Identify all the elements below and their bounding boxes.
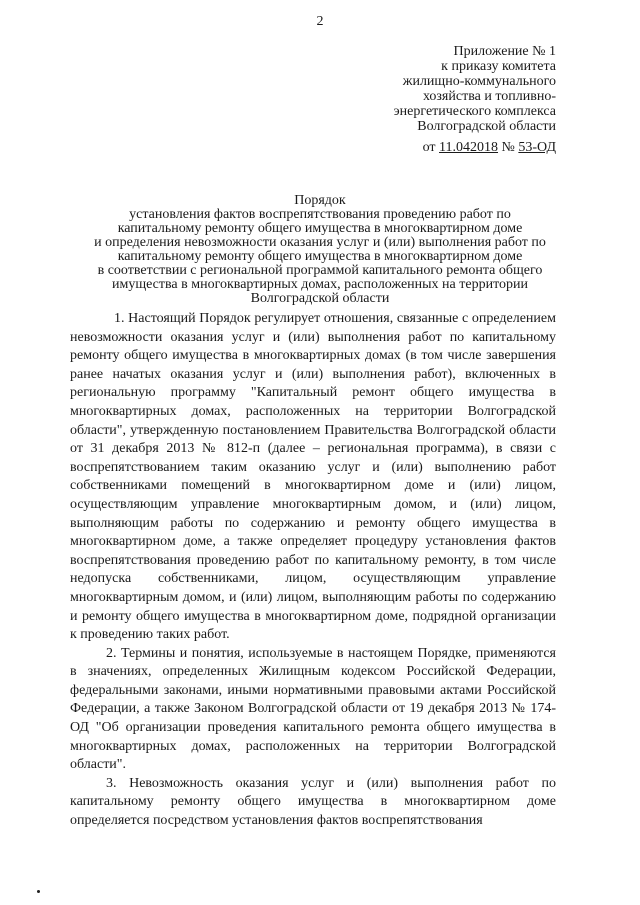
title-main: Порядок: [294, 193, 346, 208]
title-line: и определения невозможности оказания услуг и (или) выполнения работ по: [94, 235, 546, 250]
paragraph-3: 3. Невозможность оказания услуг и (или) выполнения работ по капитальному ремонту общего имущества в многоквартирном доме определяется посредством установления фактов воспрепятствования: [70, 775, 556, 829]
title-line: установления фактов воспрепятствования проведению работ по: [129, 207, 511, 222]
appendix-line: хозяйства и топливно-: [422, 89, 556, 104]
paragraph-1: 1. Настоящий Порядок регулирует отношения, связанные с определением невозможности оказания услуг и (или) выполнения работ по капитальному ремонту общего имущества в многоквартирных домах (в том числе завершения ранее начатых оказания услуг и (или) выполнения работ), включенных в региональную программу "Капитальный ремонт общего имущества в многоквартирных домах, расположенных на территории Волгоградской области", утвержденную постановлением Правительства Волгоградской области от 31 декабря 2013 № 812-п (далее – региональная программа), в связи с воспрепятствованием таким оказанию услуг и (или) выполнению работ собственниками помещений в многоквартирном доме и (или) лицом, осуществляющим управление многоквартирным домом, и (или) лицом, выполняющим работы по содержанию и ремонту общего имущества в многоквартирном доме, а также определяет процедуру установления фактов воспрепятствования проведению работ по капитальному ремонту, в том числе недопуска собственниками, лицом, осуществляющим управление многоквартирным домом, и (или) лицом, выполняющим работы по содержанию и ремонту общего имущества в многоквартирном доме, подрядной организации к проведению таких работ.: [70, 311, 556, 643]
page-number: 2: [316, 14, 324, 29]
appendix-line: жилищно-коммунального: [402, 74, 556, 89]
title-line: Волгоградской области: [250, 291, 390, 306]
appendix-line: к приказу комитета: [441, 59, 556, 74]
scan-speck: [37, 890, 40, 893]
title-line: капитальному ремонту общего имущества в многоквартирном доме: [117, 221, 523, 236]
document-title: [60, 194, 580, 306]
appendix-date-line: [316, 140, 556, 155]
appendix-block: [316, 44, 556, 155]
title-line: капитальному ремонту общего имущества в многоквартирном доме: [117, 249, 523, 264]
title-line: в соответствии с региональной программой капитального ремонта общего: [97, 263, 543, 278]
number-prefix: №: [501, 140, 519, 155]
document-body: [70, 310, 556, 831]
paragraph-2: 2. Термины и понятия, используемые в настоящем Порядке, применяются в значениях, определенных Жилищным кодексом Российской Федерации, федеральными законами, иными нормативными правовыми актами Российской Федерации, а также Законом Волгоградской области от 19 декабря 2013 № 174-ОД "Об организации проведения капитального ремонта общего имущества в многоквартирных домах, расположенных на территории Волгоградской области".: [70, 645, 556, 773]
order-date: 11.042018: [439, 140, 499, 155]
title-line: имущества в многоквартирных домах, расположенных на территории: [111, 277, 529, 292]
date-prefix: от: [422, 140, 440, 155]
order-number: 53-ОД: [518, 140, 556, 155]
appendix-line: энергетического комплекса: [393, 104, 556, 119]
appendix-line: Волгоградской области: [417, 119, 556, 134]
appendix-line: Приложение № 1: [453, 44, 556, 59]
